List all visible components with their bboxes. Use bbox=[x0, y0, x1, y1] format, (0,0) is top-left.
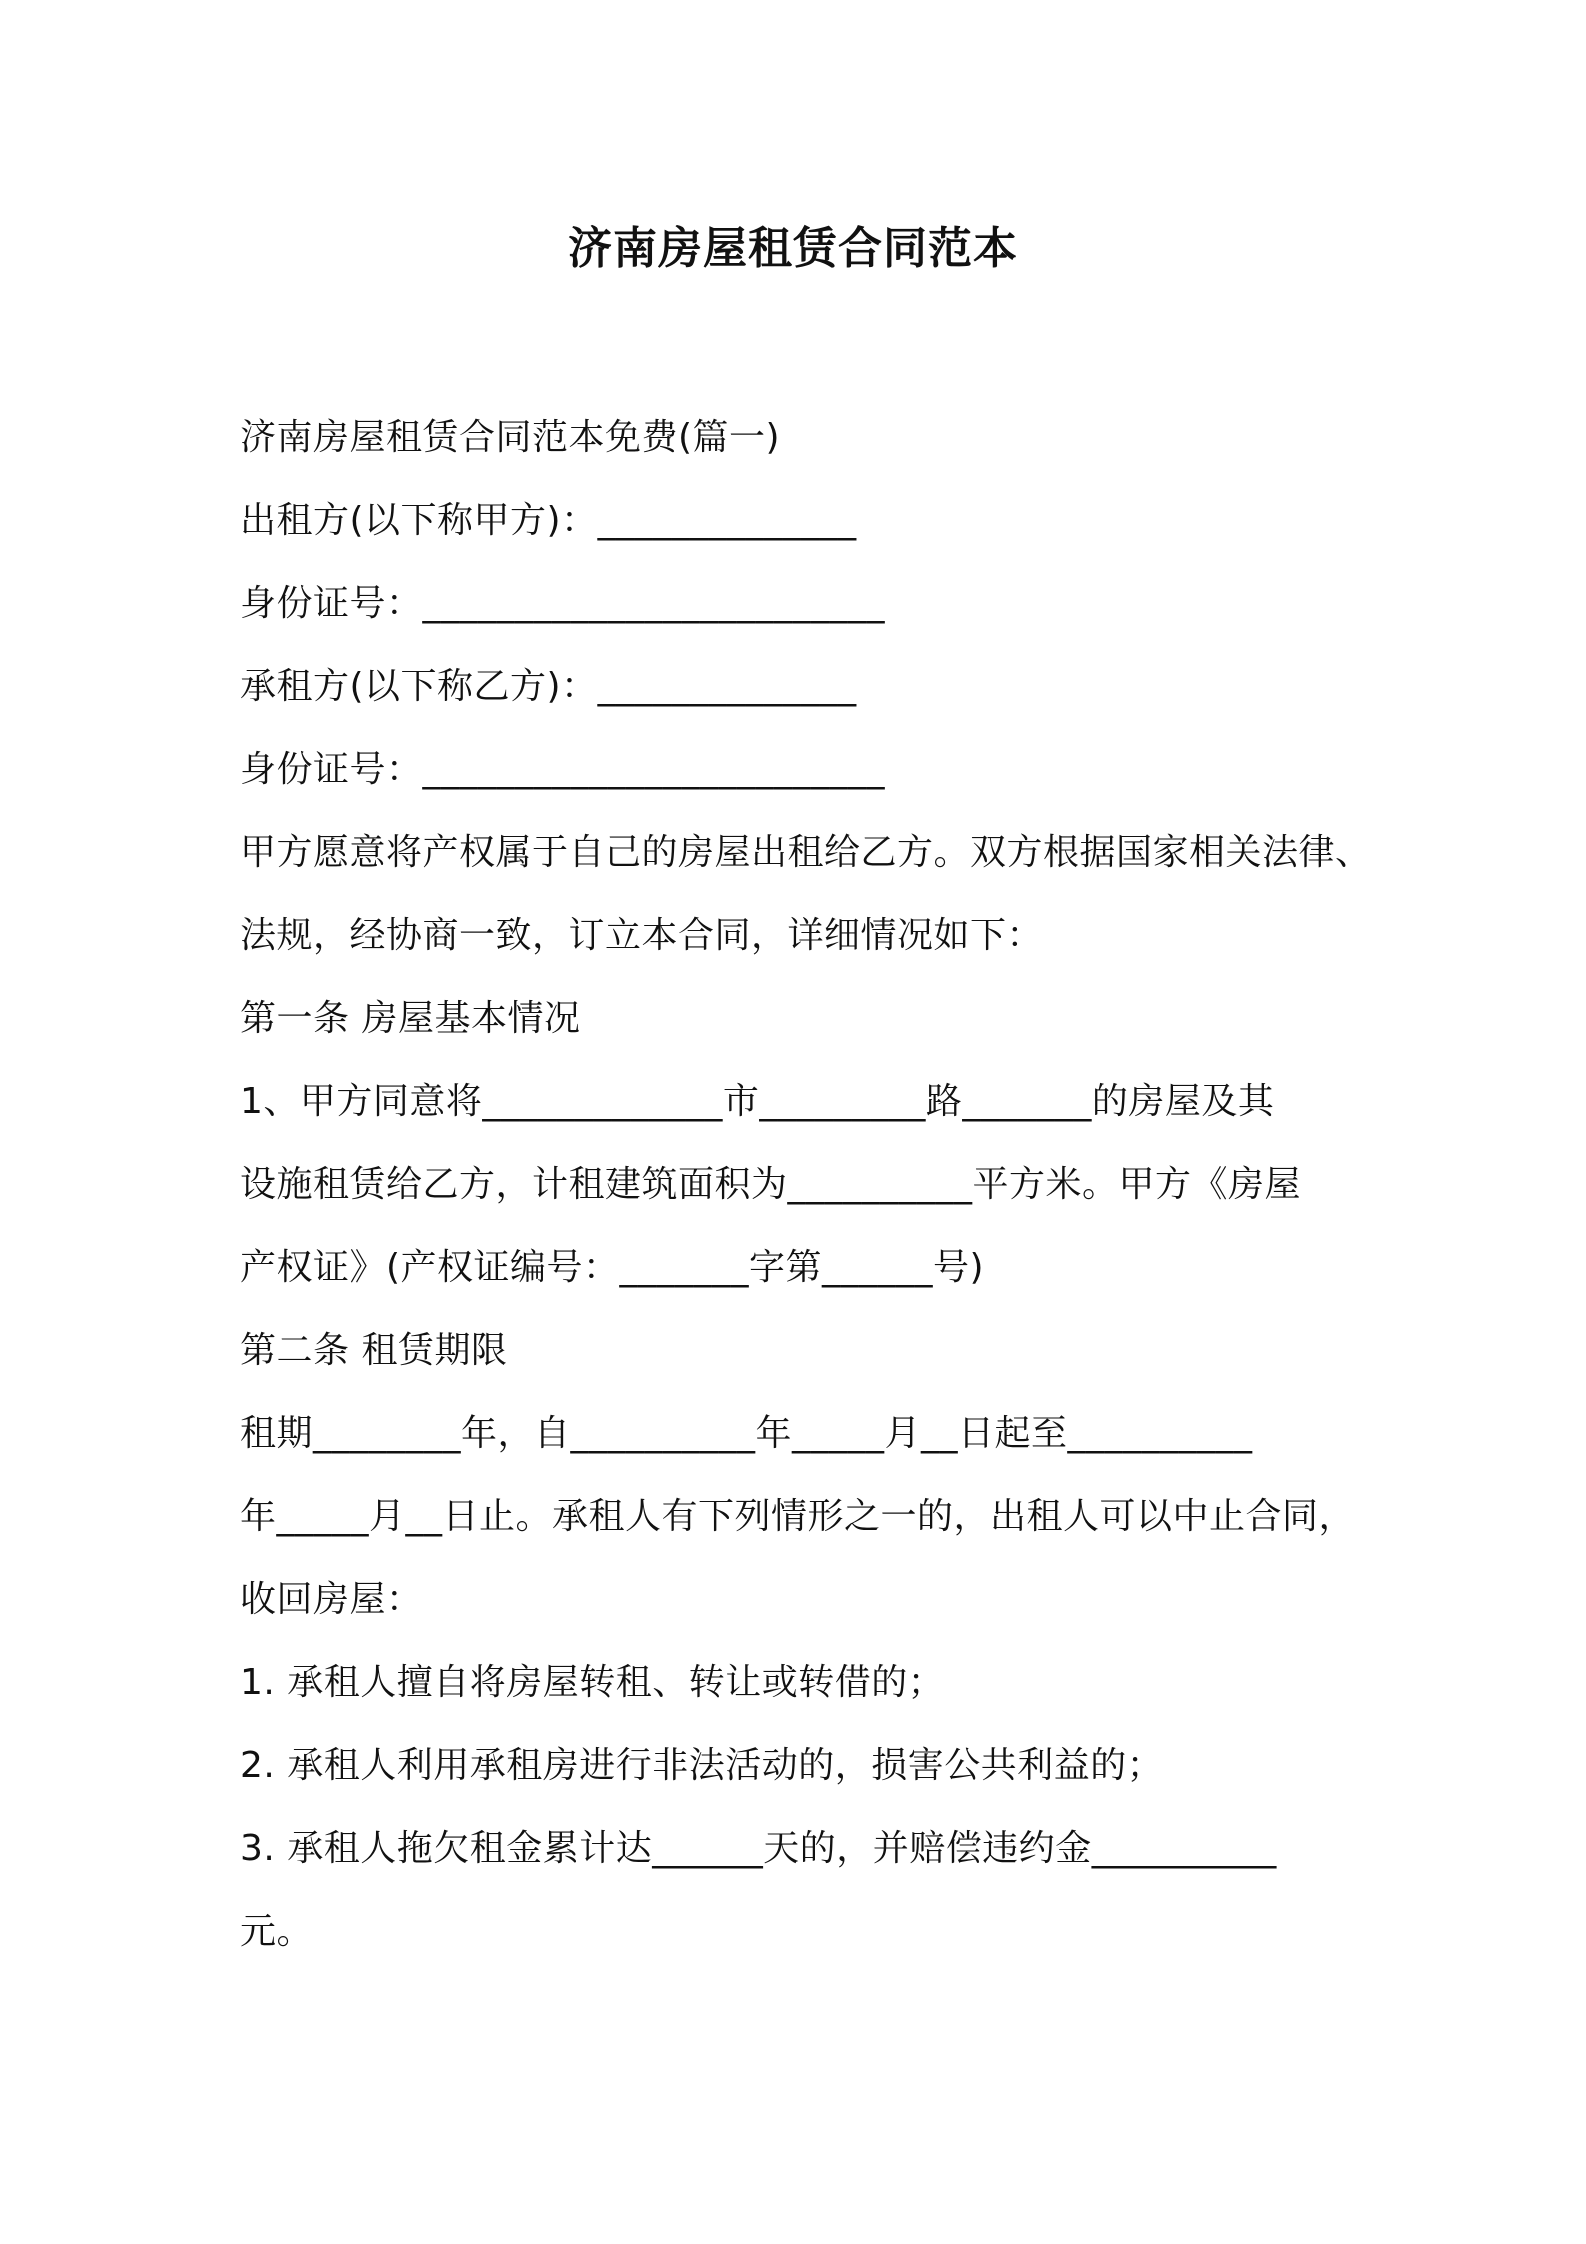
text-line: 身份证号：_________________________ bbox=[240, 749, 886, 790]
document-title: 济南房屋租赁合同范本 bbox=[568, 223, 1018, 274]
text-line: 法规，经协商一致，订立本合同，详细情况如下： bbox=[240, 915, 1044, 956]
text-line: 出租方(以下称甲方)：______________ bbox=[240, 500, 857, 541]
text-line: 年_____月__日止。承租人有下列情形之一的，出租人可以中止合同， bbox=[240, 1496, 1356, 1537]
text-line: 设施租赁给乙方，计租建筑面积为__________平方米。甲方《房屋 bbox=[240, 1164, 1302, 1205]
text-line: 产权证》(产权证编号：_______字第______号) bbox=[240, 1247, 985, 1288]
list-item: 2. 承租人利用承租房进行非法活动的，损害公共利益的； bbox=[240, 1745, 1164, 1786]
list-item: 1. 承租人擅自将房屋转租、转让或转借的； bbox=[240, 1662, 945, 1703]
section-heading: 第二条 租赁期限 bbox=[240, 1330, 508, 1371]
text-line: 身份证号：_________________________ bbox=[240, 583, 886, 624]
text-line: 1、甲方同意将_____________市_________路_______的房屋及其 bbox=[240, 1081, 1275, 1122]
text-line: 甲方愿意将产权属于自己的房屋出租给乙方。双方根据国家相关法律、 bbox=[240, 832, 1372, 873]
text-line: 元。 bbox=[240, 1911, 314, 1952]
text-line: 收回房屋： bbox=[240, 1579, 423, 1620]
text-line: 承租方(以下称乙方)：______________ bbox=[240, 666, 857, 707]
text-line: 租期________年，自__________年_____月__日起至__________ bbox=[240, 1413, 1253, 1454]
section-heading: 第一条 房屋基本情况 bbox=[240, 998, 581, 1039]
list-item: 3. 承租人拖欠租金累计达______天的，并赔偿违约金__________ bbox=[240, 1828, 1277, 1869]
text-line: 济南房屋租赁合同范本免费(篇一) bbox=[240, 417, 781, 458]
document-body bbox=[240, 408, 1372, 1985]
